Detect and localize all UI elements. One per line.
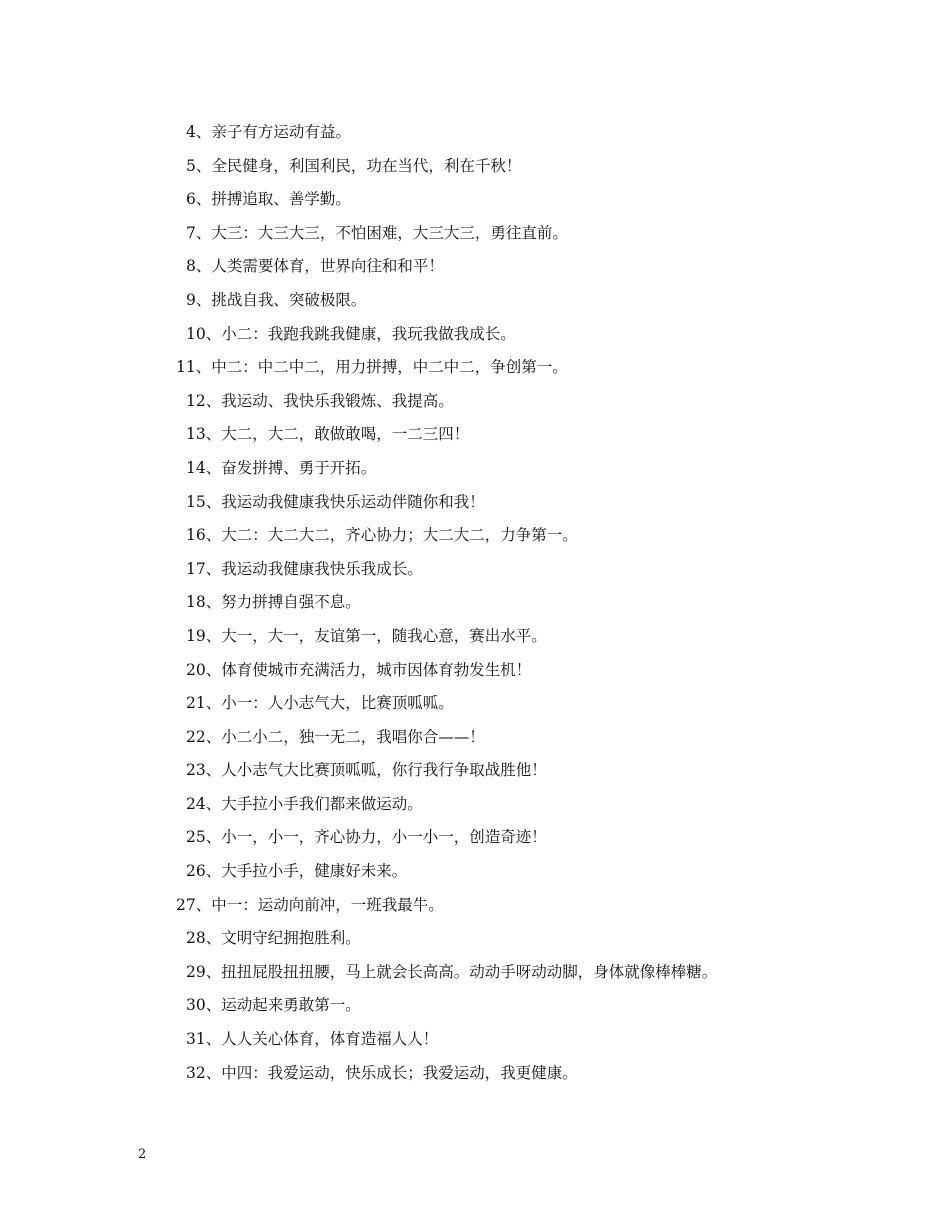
slogan-list — [0, 116, 950, 1090]
list-item: 27、中一：运动向前冲，一班我最牛。 — [176, 895, 444, 914]
list-item: 19、大一，大一，友谊第一，随我心意，赛出水平。 — [186, 626, 547, 645]
list-item: 24、大手拉小手我们都来做运动。 — [186, 794, 423, 813]
list-item: 12、我运动、我快乐我锻炼、我提高。 — [186, 391, 454, 410]
list-item: 25、小一，小一，齐心协力，小一小一，创造奇迹！ — [186, 828, 547, 847]
list-item: 11、中二：中二中二，用力拼搏，中二中二，争创第一。 — [176, 358, 568, 377]
list-item: 8、人类需要体育，世界向往和和平！ — [186, 257, 444, 276]
list-item: 10、小二：我跑我跳我健康，我玩我做我成长。 — [186, 324, 516, 343]
list-item: 29、扭扭屁股扭扭腰，马上就会长高高。动动手呀动动脚，身体就像棒棒糖。 — [186, 962, 718, 981]
list-item: 30、运动起来勇敢第一。 — [186, 996, 361, 1015]
list-item: 4、亲子有方运动有益。 — [186, 123, 351, 141]
list-item: 6、拼搏追取、善学勤。 — [186, 190, 351, 209]
list-item: 20、体育使城市充满活力，城市因体育勃发生机！ — [186, 660, 532, 679]
list-item: 13、大二，大二，敢做敢喝，一二三四！ — [186, 425, 470, 444]
list-item: 9、挑战自我、突破极限。 — [186, 290, 367, 309]
list-item: 5、全民健身，利国利民，功在当代，利在千秋！ — [186, 156, 522, 175]
list-item: 15、我运动我健康我快乐运动伴随你和我！ — [186, 492, 485, 511]
list-item: 16、大二：大二大二，齐心协力；大二大二，力争第一。 — [186, 526, 578, 545]
list-item: 14、奋发拼搏、勇于开拓。 — [186, 458, 377, 477]
list-item: 32、中四：我爱运动，快乐成长；我爱运动，我更健康。 — [186, 1063, 578, 1082]
list-item: 22、小二小二，独一无二，我唱你合——！ — [186, 727, 485, 746]
list-item: 7、大三：大三大三，不怕困难，大三大三，勇往直前。 — [186, 223, 568, 242]
page-number: 2 — [138, 1147, 147, 1162]
list-item: 21、小一：人小志气大，比赛顶呱呱。 — [186, 694, 454, 713]
list-item: 28、文明守纪拥抱胜利。 — [186, 929, 361, 948]
list-item: 17、我运动我健康我快乐我成长。 — [186, 559, 423, 578]
list-item: 18、努力拼搏自强不息。 — [186, 593, 361, 612]
list-item: 31、人人关心体育，体育造福人人！ — [186, 1030, 439, 1049]
list-item: 26、大手拉小手，健康好未来。 — [186, 862, 408, 881]
list-item: 23、人小志气大比赛顶呱呱，你行我行争取战胜他！ — [186, 761, 547, 780]
